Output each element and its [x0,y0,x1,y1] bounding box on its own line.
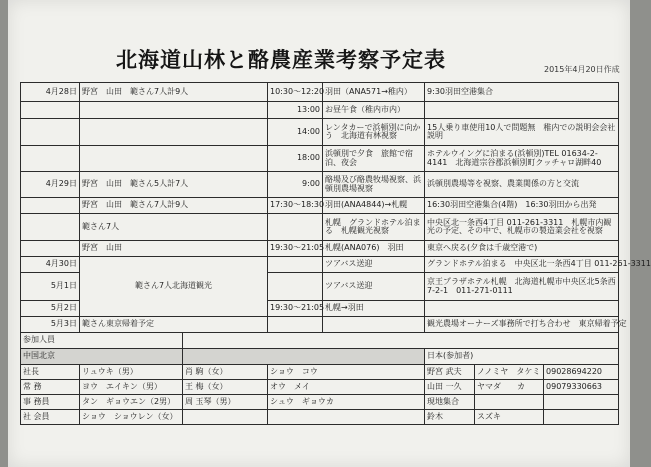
place-cell: 浜頓別で夕食 旅館で宿泊、夜会 [323,146,425,172]
note-cell [425,102,619,119]
place-cell: ツアバス送迎 [323,273,425,301]
member-row [21,365,619,380]
date-cell: 4月28日 [21,83,80,102]
people-cell: 野宮 山田 範さん5人計7人 [80,172,268,198]
member-name: ヨウ エイキン（男） [80,380,183,395]
member-name: ショウ コウ [268,365,425,380]
date-cell [21,214,80,241]
schedule-row [21,83,619,102]
member-japan: 鈴木 [425,410,475,425]
member-row [21,395,619,410]
member-row [21,410,619,425]
member-name [268,410,425,425]
time-cell: 9:00 [268,172,323,198]
member-kana: スズキ [475,410,544,425]
people-cell: 野宮 山田 範さん7人計9人 [80,198,268,214]
note-cell: 観光農場オーナーズ事務所で打ち合わせ 東京帰着予定 [425,317,619,333]
time-cell [268,273,323,301]
member-phone: 09079330663 [544,380,619,395]
schedule-table [20,82,651,425]
people-cell [80,102,268,119]
place-cell: 札幌 グランドホテル泊まる 札幌観光視察 [323,214,425,241]
time-cell: 10:30～12:20 [268,83,323,102]
date-cell: 5月1日 [21,273,80,301]
date-cell: 4月29日 [21,172,80,198]
note-cell: 浜頓別農場等を視察、農業関係の方と交流 [425,172,619,198]
schedule-row [21,119,619,146]
member-role: 常 務 [21,380,80,395]
note-cell: 東京へ戻る(夕食は千歳空港で) [425,241,619,257]
people-cell [80,119,268,146]
place-cell: お昼午食（稚内市内） [323,102,425,119]
note-cell: 15人乗り車使用10人で問題無 稚内での説明会会社説明 [425,119,619,146]
people-cell: 範さん7人北海道観光 [80,257,268,317]
time-cell: 18:00 [268,146,323,172]
member-name: ショウ ショウレン（女） [80,410,183,425]
time-cell [268,214,323,241]
time-cell: 17:30～18:30 [268,198,323,214]
member-japan: 現地集合 [425,395,475,410]
note-cell: グランドホテル泊まる 中央区北一条西4丁目 011-261-3311 [425,257,619,273]
member-name: シュウ ギョウカ [268,395,425,410]
date-cell [21,102,80,119]
schedule-row [21,317,619,333]
time-cell: 13:00 [268,102,323,119]
member-kana: ヤマダ カ [475,380,544,395]
note-cell: ホテルウイングに泊まる(浜頓別)TEL 01634-2-4141 北海道宗谷郡浜頓別町クッチャロ湖畔40 [425,146,619,172]
member-name: オウ メイ [268,380,425,395]
place-cell: 札幌(ANA076) 羽田 [323,241,425,257]
member-role: 社 会員 [21,410,80,425]
date-cell [21,198,80,214]
schedule-row [21,198,619,214]
note-cell: 京王プラザホテル札幌 北海道札幌市中央区北5条西7-2-1 011-271-0111 [425,273,619,301]
time-cell: 14:00 [268,119,323,146]
date-cell [21,146,80,172]
member-name: 王 梅（女） [183,380,268,395]
time-cell: 19:30～21:05 [268,241,323,257]
member-name: 肖 駒（女） [183,365,268,380]
document-date: 2015年4月20日作成 [544,65,620,74]
members-header-row [21,333,619,349]
member-name [183,410,268,425]
member-kana: ノノミヤ タケミ [475,365,544,380]
document-sheet [8,0,651,467]
time-cell [268,257,323,273]
place-cell [323,317,425,333]
people-cell: 範さん7人 [80,214,268,241]
note-cell: 16:30羽田空港集合(4階) 16:30羽田から出発 [425,198,619,214]
schedule-row [21,172,619,198]
china-label: 中国北京 [21,349,183,365]
time-cell [268,317,323,333]
people-cell: 範さん東京帰着予定 [80,317,268,333]
member-phone: 09028694220 [544,365,619,380]
member-name: タン ギョウエン（2男） [80,395,183,410]
place-cell: ツアバス送迎 [323,257,425,273]
participants-label: 参加人員 [21,333,183,349]
member-role: 事 務員 [21,395,80,410]
schedule-row [21,146,619,172]
people-cell [80,146,268,172]
document-title: 北海道山林と酪農産業考察予定表 [116,47,446,72]
place-cell: 札幌→羽田 [323,301,425,317]
people-cell: 野宮 山田 範さん7人計9人 [80,83,268,102]
date-cell: 4月30日 [21,257,80,273]
time-cell: 19:30～21:05 [268,301,323,317]
place-cell: レンタカーで浜頓別に向かう 北海道有林視察 [323,119,425,146]
member-name: リュウキ（男） [80,365,183,380]
note-cell [425,301,619,317]
member-name: 周 玉琴（男） [183,395,268,410]
member-japan: 野宮 武夫 [425,365,475,380]
note-cell: 9:30羽田空港集合 [425,83,619,102]
member-phone [544,410,619,425]
member-kana [475,395,544,410]
members-header-row [21,349,619,365]
schedule-row [21,102,619,119]
schedule-row [21,257,619,273]
schedule-row [21,241,619,257]
date-cell: 5月2日 [21,301,80,317]
date-cell [21,241,80,257]
member-phone [544,395,619,410]
schedule-row [21,214,619,241]
place-cell: 羽田(ANA4844)→札幌 [323,198,425,214]
date-cell [21,119,80,146]
place-cell: 羽田（ANA571→稚内） [323,83,425,102]
note-cell: 中央区北一条西4丁目 011-261-3311 札幌市内観光の予定、その中で、札幌市の製造業会社を視察 [425,214,619,241]
member-row [21,380,619,395]
date-cell: 5月3日 [21,317,80,333]
japan-label: 日本(参加者) [425,349,619,365]
member-role: 社長 [21,365,80,380]
people-cell: 野宮 山田 [80,241,268,257]
place-cell: 酪場及び酪農牧場視察、浜頓別農場視察 [323,172,425,198]
member-japan: 山田 一久 [425,380,475,395]
